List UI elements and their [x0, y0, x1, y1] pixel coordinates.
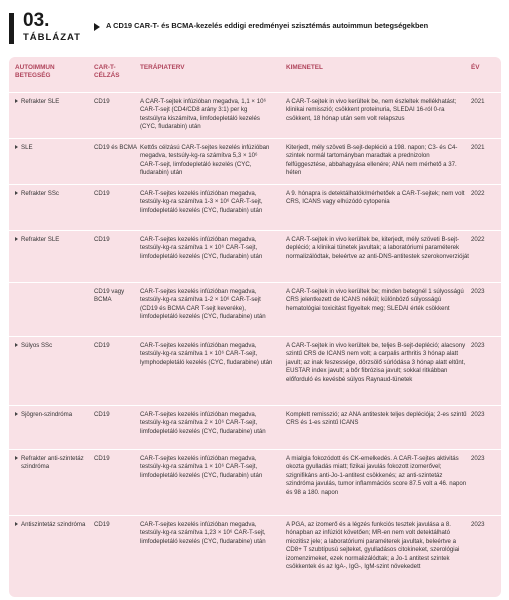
- target-cell: [94, 144, 140, 152]
- outcome-cell: [286, 144, 471, 178]
- table-head: [9, 57, 501, 91]
- table-number: 03.: [23, 10, 50, 31]
- row-arrow-icon: [15, 237, 18, 241]
- target-cell: [94, 98, 140, 106]
- therapy-cell-text: CAR-T-sejtes kezelés infúzióban megadva, testsúly-kg-ra számítva 1,23 × 10⁶ CAR-T-sejt, limfodepletáló kezelés (CYC, fludarabine) után: [140, 521, 266, 545]
- disease-cell: [15, 98, 93, 106]
- therapy-cell: [140, 190, 273, 215]
- row-arrow-icon: [15, 145, 18, 149]
- disease-cell-text: SLE: [21, 144, 33, 151]
- header-bar: [9, 13, 14, 44]
- therapy-cell-text: CAR-T-sejtes kezelés infúzióban megadva, testsúly-kg-ra számítva 1 × 10⁶ CAR-T-sejt, lymphodepletáló kezelés (CYC, fludarabine) után: [140, 342, 273, 366]
- outcome-cell-text: A CAR-T-sejtek in vivo kerültek be, nem észleltek mellékhatást; klinikai remisszió; csökkent proteinuria, SLEDAI 16-ról 0-ra csökkent, 18 hónap után sem volt relapszus: [286, 98, 457, 122]
- row-arrow-icon: [15, 343, 18, 347]
- outcome-cell-text: Komplett remisszió; az ANA antitestek teljes depléciója; 2-es szintű CRS és 1-es szintű ICANS: [286, 411, 467, 427]
- therapy-cell: [140, 521, 273, 546]
- outcome-cell-text: A CAR-T-sejtek in vivo kerültek be, kiterjedt, mély szöveti B-sejt-depléció; a klinikai tünetek javultak; a laboratóriumi paraméterek normalizálódtak, beleértve az anti-DNS-antitestek szerokonverzióját: [286, 236, 469, 260]
- year-cell-text: 2023: [471, 521, 485, 528]
- therapy-cell-text: Kettős célzású CAR-T-sejtes kezelés infúzióban megadva, testsúly-kg-ra számítva 5,3 × 10⁶ CAR-T-sejt, limfodepletáló kezelés (CYC, fludarabin) után: [140, 144, 270, 177]
- table-row: [9, 92, 501, 138]
- disease-cell-text: Antiszintetáz szindróma: [21, 521, 86, 528]
- row-arrow-icon: [15, 412, 18, 416]
- year-cell-text: 2023: [471, 288, 485, 295]
- disease-cell-text: Refrakter SLE: [21, 236, 60, 243]
- year-cell: [471, 342, 499, 350]
- year-cell-text: 2022: [471, 236, 485, 243]
- outcome-cell-text: A mialgia fokozódott és CK-emelkedés. A CAR-T-sejtes aktivitás okozta gyulladás miatt; fizikai javulás fokozott izomerővel; szignifikáns anti-Jo-1-antitest csökkenés; az anti-szintetáz szindróma javulás, tumor inflammációs score 87.5 volt a 46. napon és 98 a 180. napon: [286, 455, 467, 496]
- year-cell-text: 2023: [471, 411, 485, 418]
- therapy-cell-text: CAR-T-sejtes kezelés infúzióban megadva, testsúly-kg-ra számítva 1-3 × 10⁶ CAR-T-sejt, limfodepletáló kezelés (CYC, fludarabin) után: [140, 190, 263, 214]
- disease-cell-text: Refrakter anti-szintetáz szindróma: [21, 455, 84, 471]
- disease-cell-text: Refrakter SSc: [21, 190, 59, 197]
- table-label: TÁBLÁZAT: [23, 32, 81, 43]
- outcome-cell: [286, 98, 471, 123]
- year-cell: [471, 144, 499, 152]
- target-cell: [94, 342, 140, 350]
- year-cell: [471, 98, 499, 106]
- outcome-cell: [286, 190, 471, 207]
- outcome-cell: [286, 236, 471, 261]
- table-row: [9, 230, 501, 282]
- outcome-cell-text: Kiterjedt, mély szöveti B-sejt-depléció a 198. napon; C3- és C4-szintek normál tartományban maradtak a prednizolon felfüggesztése, abbahagyása ellenére; ANA nem mérhető a 37. héten: [286, 144, 458, 177]
- year-cell: [471, 521, 499, 529]
- disease-cell: [15, 342, 93, 350]
- year-cell-text: 2023: [471, 342, 485, 349]
- target-cell-text: CD19: [94, 521, 110, 528]
- therapy-cell-text: A CAR-T-sejtek infúzióban megadva, 1,1 × 10⁶ CAR-T-sejt (CD4/CD8 arány 3:1) per kg testsúlyra kiszámítva, limfodepletáló kezelés (CYC, fludarabin) után: [140, 98, 266, 131]
- therapy-cell-text: CAR-T-sejtes kezelés infúzióban megadva, testsúly-kg-ra számítva 2 × 10⁶ CAR-T-sejt, limfodepletáló kezelés (CYC, fludarabine) után: [140, 411, 266, 435]
- column-header-disease: AUTOIMMUN BETEGSÉG: [15, 64, 55, 79]
- target-cell-text: CD19: [94, 411, 110, 418]
- outcome-cell: [286, 455, 471, 497]
- year-cell: [471, 411, 499, 419]
- table-row: [9, 336, 501, 405]
- target-cell: [94, 521, 140, 529]
- row-arrow-icon: [15, 99, 18, 103]
- table-body: [9, 92, 501, 597]
- results-table: [9, 57, 501, 597]
- table-row: [9, 138, 501, 184]
- disease-cell-text: Sjögren-szindróma: [21, 411, 73, 418]
- year-cell: [471, 288, 499, 296]
- disease-cell-text: Súlyos SSc: [21, 342, 53, 349]
- target-cell: [94, 411, 140, 419]
- outcome-cell-text: A PGA, az izomerő és a légzés funkciós tesztek javulása a 8. hónapban az infúziót követően; MR-en nem volt detektálható miozitisz jele; a laboratóriumi paraméterek javultak, beleértve a CD8+ T szubtípusú sejteket, gyulladásos citokineket, szerológiai izomenzimeket, ezek normalizálódtak; a Jo-1 antitest szintek csökkentek és az IgA-, IgG-, IgM-szint növekedett: [286, 521, 460, 571]
- therapy-cell-text: CAR-T-sejtes kezelés infúzióban megadva, testsúly-kg-ra számítva 1 × 10⁶ CAR-T-sejt, limfodepletáló kezelés (CYC, fludarabin) után: [140, 455, 263, 479]
- therapy-cell: [140, 236, 273, 261]
- table-row: [9, 449, 501, 515]
- table-row: [9, 184, 501, 230]
- year-cell: [471, 455, 499, 463]
- target-cell-text: CD19: [94, 98, 110, 105]
- table-header: [9, 10, 501, 50]
- therapy-cell: [140, 411, 273, 436]
- column-header-outcome: KIMENETEL: [286, 64, 323, 71]
- target-cell-text: CD19: [94, 190, 110, 197]
- disease-cell-text: Refrakter SLE: [21, 98, 60, 105]
- year-cell-text: 2021: [471, 144, 485, 151]
- column-header-therapy: TERÁPIATERV: [140, 64, 185, 71]
- disease-cell: [15, 236, 93, 244]
- therapy-cell: [140, 98, 273, 132]
- column-header-target: CAR-T-CÉLZÁS: [94, 64, 120, 79]
- target-cell-text: CD19 vagy BCMA: [94, 288, 125, 304]
- outcome-cell: [286, 411, 471, 428]
- outcome-cell: [286, 288, 471, 313]
- target-cell-text: CD19 és BCMA: [94, 144, 138, 151]
- year-cell: [471, 236, 499, 244]
- therapy-cell: [140, 342, 273, 367]
- outcome-cell-text: A CAR-T-sejtek in vivo kerültek be; minden betegnél 1 súlyosságú CRS jelentkezett de ICANS nélkül; különböző súlyosságú hematológiai toxicitást figyeltek meg; SLEDAI érték csökkent: [286, 288, 464, 312]
- table-row: [9, 515, 501, 597]
- therapy-cell: [140, 288, 273, 322]
- column-header-year: ÉV: [471, 64, 480, 71]
- target-cell: [94, 288, 140, 305]
- target-cell-text: CD19: [94, 342, 110, 349]
- year-cell: [471, 190, 499, 198]
- outcome-cell-text: A 9. hónapra is detektálhatók/mérhetőek a CAR-T-sejtek; nem volt CRS, ICANS vagy elhúzódó cytopenia: [286, 190, 465, 206]
- therapy-cell: [140, 144, 273, 178]
- outcome-cell: [286, 342, 471, 384]
- therapy-cell: [140, 455, 273, 480]
- disease-cell: [15, 455, 93, 472]
- outcome-cell-text: A CAR-T-sejtek in vivo kerültek be, teljes B-sejt-depléció; alacsony szintű CRS de ICANS nem volt; a carpalis arthritis 3 hónap alatt javult; az inak feszessége, dörzsölő súrlódása 3 hónap alatt eltűnt, EUSTAR index javult; a bőr fibrózisa javult; sokkal ritkábban előforduló és kevésbé súlyos Raynaud-tünetek: [286, 342, 466, 383]
- target-cell-text: CD19: [94, 455, 110, 462]
- title-arrow-icon: [94, 23, 100, 31]
- therapy-cell-text: CAR-T-sejtes kezelés infúzióban megadva, testsúly-kg-ra számítva 1-2 × 10⁶ CAR-T-sejt (CD19 és BCMA CAR T-sejt keveréke), limfodepletáló kezelés (CYC, fludarabine) után: [140, 288, 266, 321]
- year-cell-text: 2022: [471, 190, 485, 197]
- row-arrow-icon: [15, 456, 18, 460]
- disease-cell: [15, 521, 93, 529]
- table-title: A CD19 CAR-T- és BCMA-kezelés eddigi eredményei szisztémás autoimmun betegségekben: [106, 21, 429, 30]
- therapy-cell-text: CAR-T-sejtes kezelés infúzióban megadva, testsúly-kg-ra számítva 1 × 10⁶ CAR-T-sejt, limfodepletáló kezelés (CYC, fludarabin) után: [140, 236, 263, 260]
- disease-cell: [15, 411, 93, 419]
- disease-cell: [15, 144, 93, 152]
- target-cell: [94, 455, 140, 463]
- target-cell: [94, 236, 140, 244]
- target-cell-text: CD19: [94, 236, 110, 243]
- year-cell-text: 2021: [471, 98, 485, 105]
- year-cell-text: 2023: [471, 455, 485, 462]
- row-arrow-icon: [15, 191, 18, 195]
- disease-cell: [15, 190, 93, 198]
- table-row: [9, 405, 501, 449]
- outcome-cell: [286, 521, 471, 571]
- row-arrow-icon: [15, 522, 18, 526]
- table-row: [9, 282, 501, 336]
- target-cell: [94, 190, 140, 198]
